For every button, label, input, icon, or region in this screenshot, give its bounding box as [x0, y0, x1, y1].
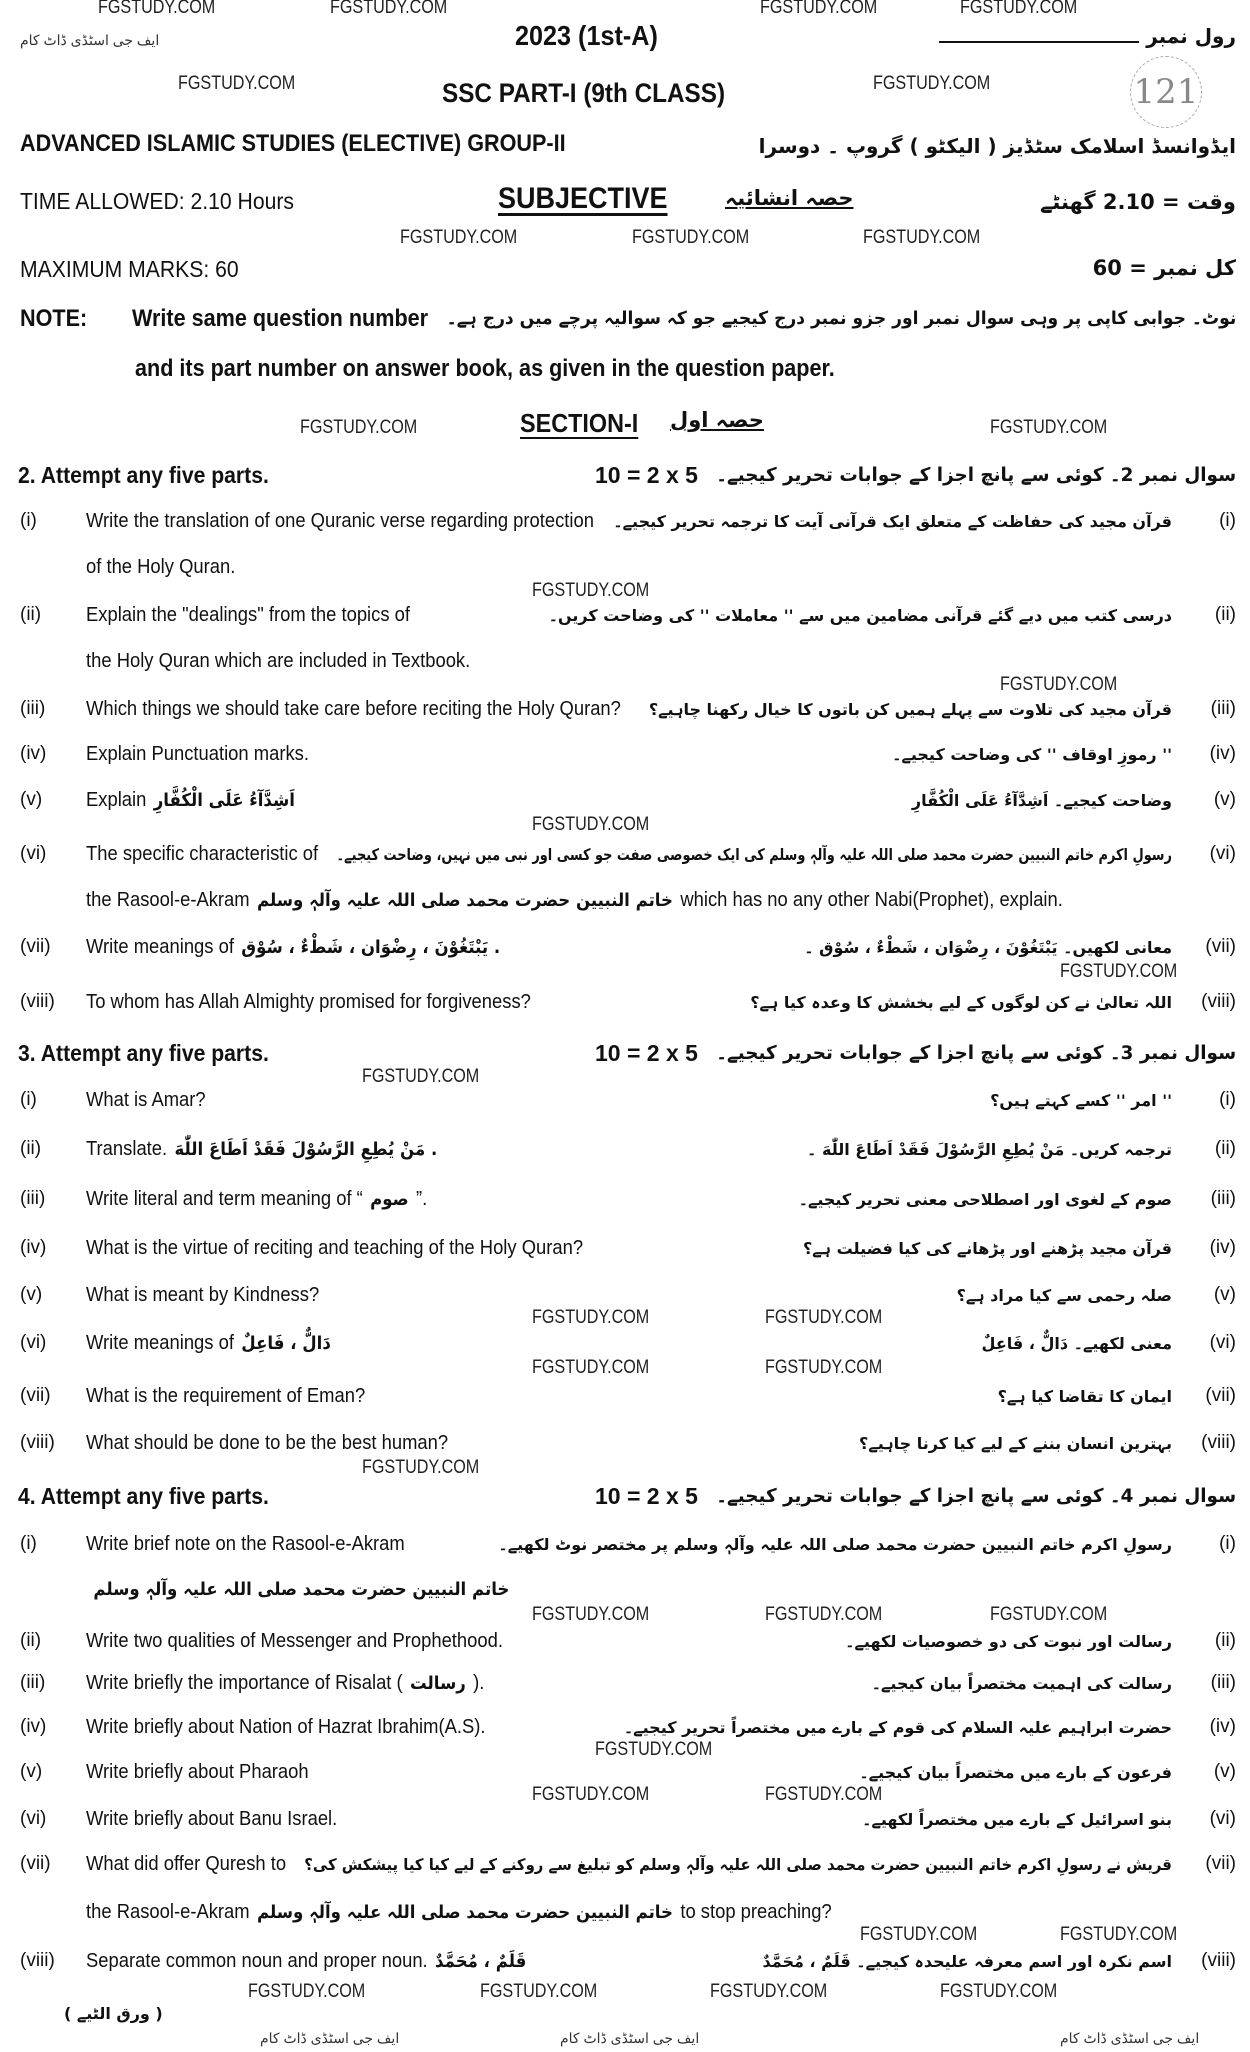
part-number: (vi)	[20, 843, 47, 864]
watermark: FGSTUDY.COM	[863, 227, 981, 248]
part-number-ur: (vi)	[1209, 843, 1236, 864]
part-text-ur: صوم کے لغوی اور اصطلاحی معنی تحریر کیجیے۔	[798, 1190, 1172, 1209]
watermark: FGSTUDY.COM	[960, 0, 1078, 18]
question-text: the Rasool-e-Akram	[86, 1901, 250, 1923]
question-text: Explain	[86, 789, 147, 811]
question-text-line	[86, 604, 410, 627]
watermark-ur: ایف جی اسٹڈی ڈاٹ کام	[560, 2030, 700, 2046]
watermark: FGSTUDY.COM	[532, 1604, 650, 1625]
paper-type-ur: حصہ انشائیہ	[725, 186, 854, 210]
watermark: FGSTUDY.COM	[595, 1739, 713, 1760]
subject-title: ADVANCED ISLAMIC STUDIES (ELECTIVE) GROUP-II	[20, 130, 566, 157]
question-text-line	[86, 1332, 338, 1355]
part-number-ur: (vii)	[1205, 1385, 1236, 1406]
part-number-ur: (iv)	[1209, 1716, 1236, 1737]
arabic-text: خاتم النبیین حضرت محمد صلی اللہ علیہ وآلہٖ وسلم	[93, 1579, 510, 1600]
part-number: (i)	[20, 1533, 37, 1554]
part-number-ur: (v)	[1213, 1284, 1236, 1305]
watermark: FGSTUDY.COM	[178, 73, 296, 94]
part-number: (viii)	[20, 991, 55, 1012]
watermark: FGSTUDY.COM	[480, 1981, 598, 2002]
part-text-ur: معنی لکھیے۔ دَالٌّ ، فَاعِلٌ	[981, 1334, 1172, 1353]
part-number: (iv)	[20, 1237, 47, 1258]
part-text-ur: بہترین انسان بننے کے لیے کیا کرنا چاہیے؟	[859, 1434, 1172, 1453]
watermark: FGSTUDY.COM	[765, 1357, 883, 1378]
part-number-ur: (vii)	[1205, 936, 1236, 957]
question-text: Write literal and term meaning of “	[86, 1188, 363, 1210]
watermark: FGSTUDY.COM	[632, 227, 750, 248]
watermark: FGSTUDY.COM	[990, 1604, 1108, 1625]
part-text-ur: درسی کتب میں دیے گئے قرآنی مضامین میں سے '' معاملات '' کی وضاحت کریں۔	[548, 606, 1172, 625]
part-number-ur: (iii)	[1210, 1672, 1236, 1693]
watermark: FGSTUDY.COM	[532, 1357, 650, 1378]
watermark: FGSTUDY.COM	[765, 1307, 883, 1328]
part-number-ur: (vi)	[1209, 1332, 1236, 1353]
question-text: Write briefly the importance of Risalat (	[86, 1672, 403, 1694]
part-number: (v)	[20, 789, 43, 810]
watermark-ur: ایف جی اسٹڈی ڈاٹ کام	[1060, 2030, 1200, 2046]
question-text: What is meant by Kindness?	[86, 1284, 320, 1306]
question-text: Write the translation of one Quranic verse regarding protection	[86, 510, 594, 532]
part-number-ur: (ii)	[1214, 1138, 1236, 1159]
part-number-ur: (i)	[1219, 1533, 1236, 1554]
paper-type-text: SUBJECTIVE	[498, 182, 668, 215]
part-number: (ii)	[20, 1138, 42, 1159]
part-number-ur: (vi)	[1209, 1808, 1236, 1829]
question-text-line	[86, 1578, 517, 1601]
watermark: FGSTUDY.COM	[1000, 674, 1118, 695]
watermark: FGSTUDY.COM	[1060, 1924, 1178, 1945]
question-marks: 10 = 2 x 5	[595, 1040, 698, 1066]
part-number-ur: (iv)	[1209, 1237, 1236, 1258]
question-text-line	[86, 1716, 486, 1739]
watermark: FGSTUDY.COM	[760, 0, 878, 18]
question-title: 4. Attempt any five parts.	[18, 1483, 269, 1509]
question-text-line	[86, 789, 302, 812]
question-text-after: which has no any other Nabi(Prophet), explain.	[680, 889, 1063, 911]
watermark: FGSTUDY.COM	[1060, 961, 1178, 982]
question-text-after: ).	[473, 1672, 485, 1694]
question-text: What is the virtue of reciting and teaching of the Holy Quran?	[86, 1237, 584, 1259]
question-title-ur: سوال نمبر 2۔ کوئی سے پانچ اجزا کے جوابات تحریر کیجیے۔	[716, 464, 1236, 486]
question-text: Write brief note on the Rasool-e-Akram	[86, 1533, 405, 1555]
question-title: 2. Attempt any five parts.	[18, 462, 269, 488]
watermark: FGSTUDY.COM	[532, 580, 650, 601]
question-text: What should be done to be the best human?	[86, 1432, 449, 1454]
note-label: NOTE:	[20, 305, 88, 332]
question-text-line	[86, 991, 531, 1014]
arabic-text: دَالٌّ ، فَاعِلٌ	[241, 1333, 331, 1354]
watermark: FGSTUDY.COM	[873, 73, 991, 94]
part-number-ur: (iv)	[1209, 743, 1236, 764]
watermark: FGSTUDY.COM	[940, 1981, 1058, 2002]
part-text-ur: '' رموزِ اوقاف '' کی وضاحت کیجیے۔	[892, 745, 1172, 764]
watermark: FGSTUDY.COM	[765, 1784, 883, 1805]
watermark: FGSTUDY.COM	[330, 0, 448, 18]
part-text-ur: قرآن مجید کی تلاوت سے پہلے ہمیں کن باتوں کا خیال رکھنا چاہیے؟	[648, 700, 1172, 719]
question-text-line	[86, 698, 621, 721]
question-text: Write briefly about Banu Israel.	[86, 1808, 338, 1830]
part-number: (vi)	[20, 1808, 47, 1829]
question-text: The specific characteristic of	[86, 843, 319, 865]
watermark: FGSTUDY.COM	[532, 1307, 650, 1328]
watermark: FGSTUDY.COM	[300, 417, 418, 438]
part-number: (ii)	[20, 1630, 42, 1651]
question-text-line	[86, 1237, 583, 1260]
question-text-line	[86, 1533, 405, 1556]
part-text-ur: رسالت کی اہمیت مختصراً بیان کیجیے۔	[871, 1674, 1172, 1693]
part-number-ur: (iii)	[1210, 1188, 1236, 1209]
note-line-1: Write same question number	[132, 305, 429, 332]
question-text: What is Amar?	[86, 1089, 206, 1111]
question-text-line	[86, 1089, 206, 1112]
question-text-line	[86, 1630, 503, 1653]
part-text-ur: وضاحت کیجیے۔ اَشِدَّآءُ عَلَى الْكُفَّارِ	[911, 791, 1172, 810]
question-text-line	[86, 510, 594, 533]
part-text-ur: '' امر '' کسے کہتے ہیں؟	[990, 1091, 1172, 1110]
arabic-text: اَشِدَّآءُ عَلَى الْكُفَّارِ	[153, 790, 295, 811]
section-title	[520, 408, 638, 439]
exam-year: 2023 (1st-A)	[515, 20, 658, 51]
question-text: Write briefly about Nation of Hazrat Ibrahim(A.S).	[86, 1716, 486, 1738]
watermark: FGSTUDY.COM	[532, 814, 650, 835]
question-text-line	[86, 1672, 484, 1695]
part-number: (iii)	[20, 1188, 46, 1209]
arabic-text: مَنْ يُطِعِ الرَّسُوْلَ فَقَدْ اَطَاعَ اللّٰهَ .	[174, 1139, 438, 1160]
question-title-ur: سوال نمبر 4۔ کوئی سے پانچ اجزا کے جوابات تحریر کیجیے۔	[716, 1485, 1236, 1507]
section-title-ur: حصہ اول	[670, 408, 764, 432]
note-line-2: and its part number on answer book, as given in the question paper.	[135, 355, 835, 382]
question-text-line	[86, 1432, 448, 1455]
question-title: 3. Attempt any five parts.	[18, 1040, 269, 1066]
question-text-line	[86, 1808, 337, 1831]
question-text: To whom has Allah Almighty promised for forgiveness?	[86, 991, 531, 1013]
handwritten-stamp: 121	[1130, 56, 1202, 128]
question-text-line	[86, 889, 1063, 912]
arabic-text: رسالت	[410, 1673, 466, 1694]
paper-type	[498, 182, 668, 216]
time-allowed-ur: وقت = 2.10 گھنٹے	[1040, 190, 1236, 214]
part-text-ur: قریش نے رسولِ اکرم خاتم النبیین حضرت محمد صلی اللہ علیہ وآلہٖ وسلم کو تبلیغ سے روکنے کے لیے کیا کیا پیشکش کی؟	[304, 1855, 1172, 1874]
question-text: Explain the "dealings" from the topics of	[86, 604, 410, 626]
part-text-ur: اللہ تعالیٰ نے کن لوگوں کے لیے بخشش کا وعدہ کیا ہے؟	[750, 993, 1172, 1012]
question-text: the Rasool-e-Akram	[86, 889, 250, 911]
time-allowed: TIME ALLOWED: 2.10 Hours	[20, 188, 295, 214]
part-number: (vii)	[20, 1385, 51, 1406]
question-text: Separate common noun and proper noun.	[86, 1950, 428, 1972]
part-number-ur: (i)	[1219, 510, 1236, 531]
part-number: (i)	[20, 1089, 37, 1110]
part-text-ur: رسالت اور نبوت کی دو خصوصیات لکھیے۔	[845, 1632, 1172, 1651]
arabic-text: صوم	[370, 1189, 409, 1210]
part-number: (viii)	[20, 1432, 55, 1453]
question-text-after: to stop preaching?	[680, 1901, 832, 1923]
arabic-text: خاتم النبیین حضرت محمد صلی اللہ علیہ وآلہٖ وسلم	[256, 1902, 673, 1923]
part-number-ur: (vii)	[1205, 1853, 1236, 1874]
question-text: Write two qualities of Messenger and Prophethood.	[86, 1630, 503, 1652]
part-number: (iv)	[20, 1716, 47, 1737]
watermark: FGSTUDY.COM	[98, 0, 216, 18]
watermark: FGSTUDY.COM	[765, 1604, 883, 1625]
part-text-ur: قرآن مجید پڑھنے اور پڑھانے کی کیا فضیلت ہے؟	[803, 1239, 1172, 1258]
part-number: (iii)	[20, 698, 46, 719]
question-text-line	[86, 1138, 445, 1161]
question-marks: 10 = 2 x 5	[595, 462, 698, 488]
question-text-line	[86, 1188, 427, 1211]
part-number: (vi)	[20, 1332, 47, 1353]
question-title-ur: سوال نمبر 3۔ کوئی سے پانچ اجزا کے جوابات تحریر کیجیے۔	[716, 1042, 1236, 1064]
arabic-text: خاتم النبیین حضرت محمد صلی اللہ علیہ وآلہٖ وسلم	[256, 890, 673, 911]
arabic-text: قَلَمٌ ، مُحَمَّدٌ	[435, 1951, 527, 1972]
question-text: Write briefly about Pharaoh	[86, 1761, 309, 1783]
part-number-ur: (v)	[1213, 1761, 1236, 1782]
part-number: (i)	[20, 510, 37, 531]
arabic-text: يَبْتَغُوْنَ ، رِضْوَان ، شَطْءٌ ، سُوْق .	[241, 937, 501, 958]
question-text: Which things we should take care before reciting the Holy Quran?	[86, 698, 621, 720]
part-text-ur: صلہ رحمی سے کیا مراد ہے؟	[956, 1286, 1172, 1305]
watermark: FGSTUDY.COM	[248, 1981, 366, 2002]
question-text-line	[86, 936, 507, 959]
note-ur: نوٹ۔ جوابی کاپی پر وہی سوال نمبر اور جزو نمبر درج کیجیے جو کہ سوالیہ پرچے میں درج ہے۔	[446, 308, 1236, 329]
part-text-ur: معانی لکھیں۔ يَبْتَغُوْنَ ، رِضْوَان ، شَطْءٌ ، سُوْق ۔	[804, 938, 1172, 957]
question-text-line	[86, 1385, 365, 1408]
part-text-ur: فرعون کے بارے میں مختصراً بیان کیجیے۔	[859, 1763, 1172, 1782]
part-text-ur: ترجمہ کریں۔ مَنْ يُطِعِ الرَّسُوْلَ فَقَدْ اَطَاعَ اللّٰهَ ۔	[807, 1140, 1172, 1159]
part-text-ur: رسولِ اکرم خاتم النبیین حضرت محمد صلی اللہ علیہ وآلہٖ وسلم کی ایک خصوصی صفت جو کسی اور نبی میں نہیں، وضاحت کیجیے۔	[336, 845, 1172, 864]
part-number-ur: (ii)	[1214, 604, 1236, 625]
question-text: Explain Punctuation marks.	[86, 743, 309, 765]
watermark: FGSTUDY.COM	[710, 1981, 828, 2002]
part-number-ur: (ii)	[1214, 1630, 1236, 1651]
turn-over-note: ( ورق الٹیے )	[64, 2004, 163, 2023]
question-text-line	[86, 1950, 534, 1973]
question-text-line	[86, 743, 309, 766]
question-text-line	[86, 1284, 319, 1307]
part-number-ur: (viii)	[1201, 1950, 1236, 1971]
part-number: (v)	[20, 1284, 43, 1305]
question-text-line	[86, 843, 318, 866]
roll-no-label	[939, 24, 1236, 48]
question-text-line	[86, 1761, 309, 1784]
part-number-ur: (iii)	[1210, 698, 1236, 719]
part-number: (vii)	[20, 936, 51, 957]
watermark-ur: ایف جی اسٹڈی ڈاٹ کام	[20, 32, 160, 48]
roll-no-label-text: رول نمبر	[1146, 24, 1236, 48]
watermark-ur: ایف جی اسٹڈی ڈاٹ کام	[260, 2030, 400, 2046]
part-text-ur: اسم نکرہ اور اسم معرفہ علیحدہ کیجیے۔ قَلَمٌ ، مُحَمَّدٌ	[762, 1952, 1172, 1971]
watermark: FGSTUDY.COM	[532, 1784, 650, 1805]
part-number: (ii)	[20, 604, 42, 625]
question-text-line	[86, 1853, 286, 1876]
part-number: (v)	[20, 1761, 43, 1782]
question-text: Write meanings of	[86, 1332, 234, 1354]
question-text: What did offer Quresh to	[86, 1853, 287, 1875]
watermark: FGSTUDY.COM	[860, 1924, 978, 1945]
roll-no-field	[939, 41, 1139, 43]
watermark: FGSTUDY.COM	[362, 1457, 480, 1478]
part-text-ur: رسولِ اکرم خاتم النبیین حضرت محمد صلی اللہ علیہ وآلہٖ وسلم پر مختصر نوٹ لکھیے۔	[498, 1535, 1172, 1554]
part-text-ur: قرآن مجید کی حفاظت کے متعلق ایک قرآنی آیت کا ترجمہ تحریر کیجیے۔	[613, 512, 1172, 531]
part-number: (iii)	[20, 1672, 46, 1693]
subject-title-ur: ایڈوانسڈ اسلامک سٹڈیز ( الیکٹو ) گروپ ۔ دوسرا	[758, 134, 1236, 158]
question-marks: 10 = 2 x 5	[595, 1483, 698, 1509]
part-text-ur: بنو اسرائیل کے بارے میں مختصراً لکھیے۔	[862, 1810, 1172, 1829]
part-number: (iv)	[20, 743, 47, 764]
maximum-marks-ur: کل نمبر = 60	[1092, 256, 1236, 280]
question-text-after: ”.	[416, 1188, 428, 1210]
part-number: (vii)	[20, 1853, 51, 1874]
class-title: SSC PART-I (9th CLASS)	[442, 78, 726, 108]
question-text: of the Holy Quran.	[86, 556, 236, 578]
part-number-ur: (i)	[1219, 1089, 1236, 1110]
part-number: (viii)	[20, 1950, 55, 1971]
question-text: Translate.	[86, 1138, 168, 1160]
part-text-ur: ایمان کا تقاضا کیا ہے؟	[997, 1387, 1172, 1406]
part-number-ur: (v)	[1213, 789, 1236, 810]
question-text-line	[86, 1901, 832, 1924]
question-text: What is the requirement of Eman?	[86, 1385, 366, 1407]
question-text: the Holy Quran which are included in Textbook.	[86, 650, 471, 672]
section-title-text: SECTION-I	[520, 408, 639, 438]
watermark: FGSTUDY.COM	[400, 227, 518, 248]
question-text-line	[86, 556, 235, 579]
part-number-ur: (viii)	[1201, 991, 1236, 1012]
question-text-line	[86, 650, 470, 673]
part-number-ur: (viii)	[1201, 1432, 1236, 1453]
watermark: FGSTUDY.COM	[990, 417, 1108, 438]
watermark: FGSTUDY.COM	[362, 1066, 480, 1087]
question-text: Write meanings of	[86, 936, 234, 958]
maximum-marks: MAXIMUM MARKS: 60	[20, 256, 239, 282]
part-text-ur: حضرت ابراہیم علیہ السلام کی قوم کے بارے میں مختصراً تحریر کیجیے۔	[623, 1718, 1172, 1737]
